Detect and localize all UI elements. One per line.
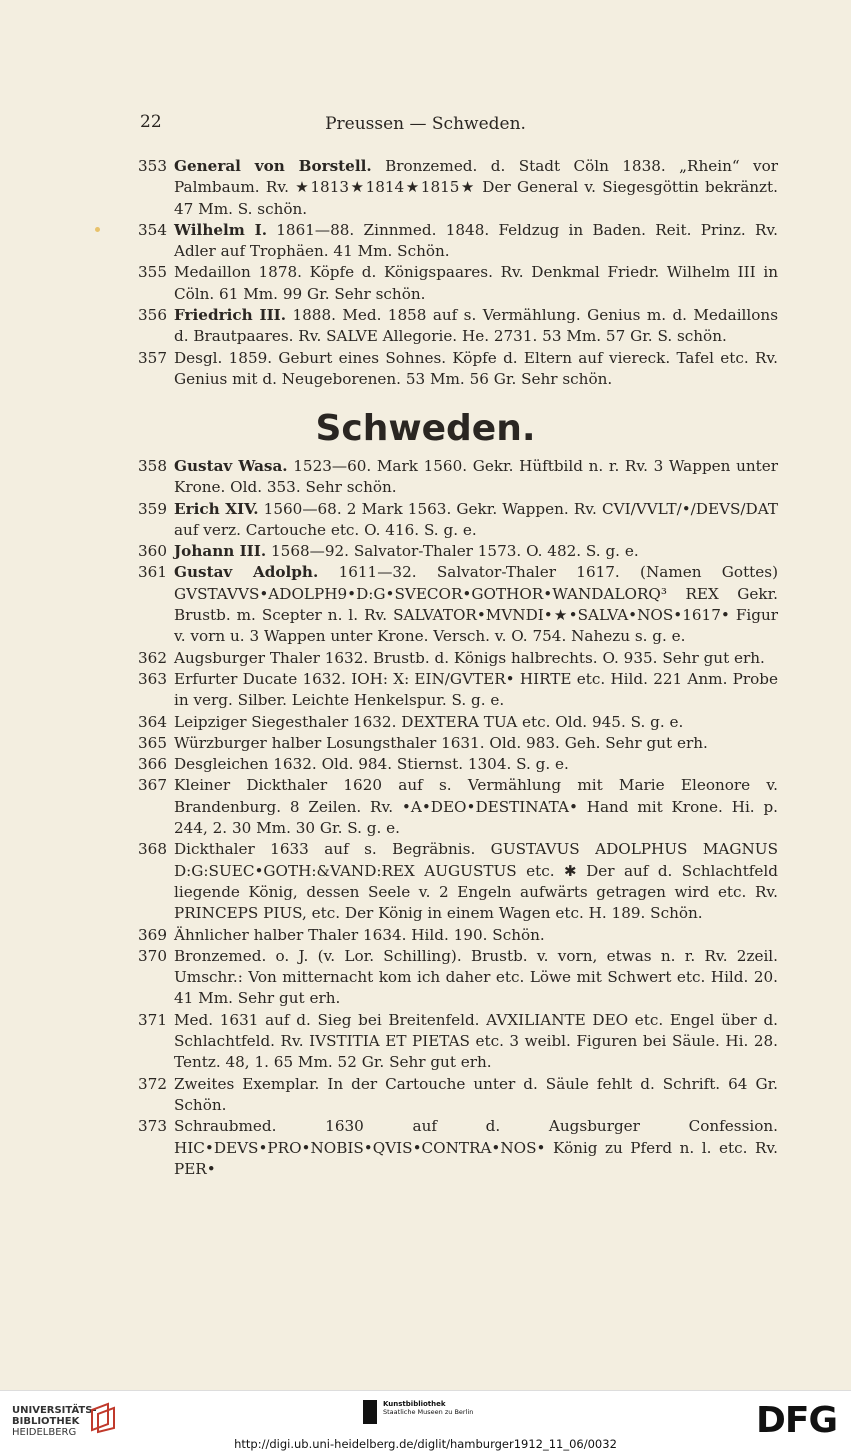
entry-description: Schraubmed. 1630 auf d. Augsburger Confession. HIC•DEVS•PRO•NOBIS•QVIS•CONTRA•NOS• König zu Pferd n. l. etc. Rv. PER• bbox=[174, 1117, 778, 1178]
catalog-entry bbox=[138, 541, 778, 562]
entry-number: 358 bbox=[138, 457, 167, 475]
entry-description: 1568—92. Salvator-Thaler 1573. O. 482. S. g. e. bbox=[266, 542, 639, 561]
entry-number: 371 bbox=[138, 1010, 167, 1029]
entry-heading: Johann III. bbox=[174, 542, 267, 561]
entry-text bbox=[174, 946, 778, 1010]
entry-number: 367 bbox=[138, 776, 167, 795]
entry-number: 366 bbox=[138, 755, 167, 774]
entry-number: 359 bbox=[138, 499, 167, 518]
entry-description: Bronzemed. d. Stadt Cöln 1838. „Rhein“ vor Palmbaum. Rv. ★1813★1814★1815★ Der General v. Siegesgöttin bekränzt. 47 Mm. S. schön. bbox=[174, 157, 778, 218]
kunstbibliothek-icon bbox=[363, 1400, 377, 1424]
kb-line1: Kunstbibliothek bbox=[383, 1400, 446, 1408]
entry-number: 365 bbox=[138, 733, 167, 752]
entry-number: 355 bbox=[138, 263, 167, 282]
entry-number: 354 bbox=[138, 220, 167, 239]
entry-text bbox=[174, 305, 778, 348]
catalog-entries-preussen bbox=[138, 156, 778, 390]
entry-number: 360 bbox=[138, 542, 167, 561]
entry-description: Desgl. 1859. Geburt eines Sohnes. Köpfe d. Eltern auf viereck. Tafel etc. Rv. Genius mit d. Neugeborenen. 53 Mm. 56 Gr. Sehr schön. bbox=[174, 348, 778, 388]
catalog-entry bbox=[138, 499, 778, 542]
entry-heading: Erich XIV. bbox=[174, 499, 259, 518]
entry-text bbox=[174, 156, 778, 220]
entry-heading: Friedrich III. bbox=[174, 306, 287, 325]
catalog-entry bbox=[138, 925, 778, 946]
entry-text bbox=[174, 456, 778, 499]
entry-text bbox=[174, 262, 778, 305]
entry-number: 369 bbox=[138, 925, 167, 944]
entry-text bbox=[174, 1010, 778, 1074]
entry-description: Würzburger halber Losungsthaler 1631. Old. 983. Geh. Sehr gut erh. bbox=[174, 733, 708, 752]
entry-description: Erfurter Ducate 1632. IOH: X: EIN/GVTER• HIRTE etc. Hild. 221 Anm. Probe in verg. Silber. Leichte Henkelspur. S. g. e. bbox=[174, 669, 778, 710]
entry-number: 372 bbox=[138, 1074, 167, 1093]
entry-number: 363 bbox=[138, 669, 167, 688]
entry-description: Ähnlicher halber Thaler 1634. Hild. 190. Schön. bbox=[174, 925, 545, 944]
uni-logo-line1: UNIVERSITÄTS- bbox=[12, 1405, 97, 1416]
entry-number: 373 bbox=[138, 1117, 167, 1136]
catalog-entry bbox=[138, 712, 778, 733]
kb-line2: Staatliche Museen zu Berlin bbox=[383, 1408, 474, 1416]
entry-text bbox=[174, 648, 778, 669]
entry-text bbox=[174, 1116, 778, 1180]
catalog-entry bbox=[138, 775, 778, 839]
catalog-entry bbox=[138, 220, 778, 263]
catalog-entry bbox=[138, 456, 778, 499]
entry-description: 1560—68. 2 Mark 1563. Gekr. Wappen. Rv. CVI/VVLT/•/DEVS/DAT auf verz. Cartouche etc. O. 416. S. g. e. bbox=[174, 499, 778, 539]
entry-heading: Wilhelm I. bbox=[174, 220, 267, 239]
entry-text bbox=[174, 754, 778, 775]
entry-number: 361 bbox=[138, 563, 167, 582]
entry-number: 362 bbox=[138, 648, 167, 667]
entry-text bbox=[174, 220, 778, 263]
entry-text bbox=[174, 669, 778, 712]
entry-heading: Gustav Adolph. bbox=[174, 563, 319, 582]
catalog-entries-schweden bbox=[138, 456, 778, 1180]
entry-description: Med. 1631 auf d. Sieg bei Breitenfeld. AVXILIANTE DEO etc. Engel über d. Schlachtfeld. Rv. IVSTITIA ET PIETAS etc. 3 weibl. Figuren bei Säule. Hi. 28. Tentz. 48, 1. 65 Mm. 52 Gr. Sehr gut erh. bbox=[174, 1010, 778, 1072]
entry-description: Desgleichen 1632. Old. 984. Stiernst. 1304. S. g. e. bbox=[174, 755, 569, 774]
entry-number: 353 bbox=[138, 157, 167, 175]
page-number: 22 bbox=[140, 112, 162, 132]
catalog-entry bbox=[138, 733, 778, 754]
heidelberg-logo-icon bbox=[88, 1400, 116, 1434]
catalog-entry bbox=[138, 839, 778, 924]
section-title: Schweden. bbox=[315, 408, 536, 449]
entry-number: 356 bbox=[138, 306, 167, 325]
permalink-url[interactable]: http://digi.ub.uni-heidelberg.de/diglit/hamburger1912_11_06/0032 bbox=[234, 1437, 617, 1451]
entry-text bbox=[174, 775, 778, 839]
entry-description: Augsburger Thaler 1632. Brustb. d. Königs halbrechts. O. 935. Sehr gut erh. bbox=[174, 648, 765, 667]
catalog-entry bbox=[138, 305, 778, 348]
entry-description: Medaillon 1878. Köpfe d. Königspaares. Rv. Denkmal Friedr. Wilhelm III in Cöln. 61 Mm. 99 Gr. Sehr schön. bbox=[174, 263, 778, 303]
entry-text bbox=[174, 348, 778, 391]
catalog-entry bbox=[138, 946, 778, 1010]
entry-description: 1523—60. Mark 1560. Gekr. Hüftbild n. r. Rv. 3 Wappen unter Krone. Old. 353. Sehr schön. bbox=[174, 457, 778, 497]
entry-heading: General von Borstell. bbox=[174, 157, 372, 175]
catalog-entry bbox=[138, 669, 778, 712]
catalog-entry bbox=[138, 262, 778, 305]
catalog-entry bbox=[138, 562, 778, 647]
uni-logo-line2: BIBLIOTHEK bbox=[12, 1416, 80, 1427]
entry-description: 1611—32. Salvator-Thaler 1617. (Namen Gottes) GVSTAVVS•ADOLPH9•D:G•SVECOR•GOTHOR•WANDALORQ³ REX Gekr. Brustb. m. Scepter n. l. Rv. SALVATOR•MVNDI•★•SALVA•NOS•1617• Figur v. vorn u. 3 Wappen unter Krone. Versch. v. O. 754. Nahezu s. g. e. bbox=[174, 563, 778, 646]
entry-text bbox=[174, 541, 778, 562]
entry-description: Zweites Exemplar. In der Cartouche unter d. Säule fehlt d. Schrift. 64 Gr. Schön. bbox=[174, 1074, 778, 1114]
entry-description: Bronzemed. o. J. (v. Lor. Schilling). Brustb. v. vorn, etwas n. r. Rv. 2zeil. Umschr.: Von mitternacht kom ich daher etc. Löwe mit Schwert etc. Hild. 20. 41 Mm. Sehr gut erh. bbox=[174, 946, 778, 1008]
catalog-entry bbox=[138, 648, 778, 669]
entry-text bbox=[174, 499, 778, 542]
entry-text bbox=[174, 1074, 778, 1117]
entry-number: 357 bbox=[138, 348, 167, 367]
uni-logo-line3: HEIDELBERG bbox=[12, 1427, 77, 1438]
entry-text bbox=[174, 839, 778, 924]
heidelberg-logo[interactable] bbox=[12, 1405, 97, 1438]
catalog-entry bbox=[138, 1010, 778, 1074]
entry-number: 370 bbox=[138, 946, 167, 965]
kunstbibliothek-logo[interactable] bbox=[363, 1400, 473, 1424]
entry-number: 368 bbox=[138, 840, 167, 859]
catalog-entry bbox=[138, 1116, 778, 1180]
entry-description: Leipziger Siegesthaler 1632. DEXTERA TUA etc. Old. 945. S. g. e. bbox=[174, 712, 684, 731]
entry-description: Kleiner Dickthaler 1620 auf s. Vermählung mit Marie Eleonore v. Brandenburg. 8 Zeilen. Rv. •A•DEO•DESTINATA• Hand mit Krone. Hi. p. 244, 2. 30 Mm. 30 Gr. S. g. e. bbox=[174, 776, 778, 838]
entry-description: 1861—88. Zinnmed. 1848. Feldzug in Baden. Reit. Prinz. Rv. Adler auf Trophäen. 41 Mm. Schön. bbox=[174, 220, 778, 261]
entry-text bbox=[174, 712, 778, 733]
catalog-entry bbox=[138, 754, 778, 775]
entry-heading: Gustav Wasa. bbox=[174, 457, 288, 475]
entry-text bbox=[174, 925, 778, 946]
entry-description: 1888. Med. 1858 auf s. Vermählung. Genius m. d. Medaillons d. Brautpaares. Rv. SALVE Allegorie. He. 2731. 53 Mm. 57 Gr. S. schön. bbox=[174, 306, 778, 346]
entry-description: Dickthaler 1633 auf s. Begräbnis. GUSTAVUS ADOLPHUS MAGNUS D:G:SUEC•GOTH:&VAND:REX AUGUSTUS etc. ✱ Der auf d. Schlachtfeld liegende König, dessen Seele v. 2 Engeln aufwärts getragen wird etc. Rv. PRINCEPS PIUS, etc. Der König in einem Wagen etc. H. 189. Schön. bbox=[174, 840, 778, 923]
entry-number: 364 bbox=[138, 712, 167, 731]
dfg-logo[interactable]: DFG bbox=[756, 1400, 838, 1441]
catalog-entry bbox=[138, 348, 778, 391]
entry-text bbox=[174, 562, 778, 647]
entry-text bbox=[174, 733, 778, 754]
running-title: Preussen — Schweden. bbox=[325, 114, 526, 134]
margin-mark bbox=[95, 227, 100, 232]
catalog-entry bbox=[138, 1074, 778, 1117]
catalog-entry bbox=[138, 156, 778, 220]
